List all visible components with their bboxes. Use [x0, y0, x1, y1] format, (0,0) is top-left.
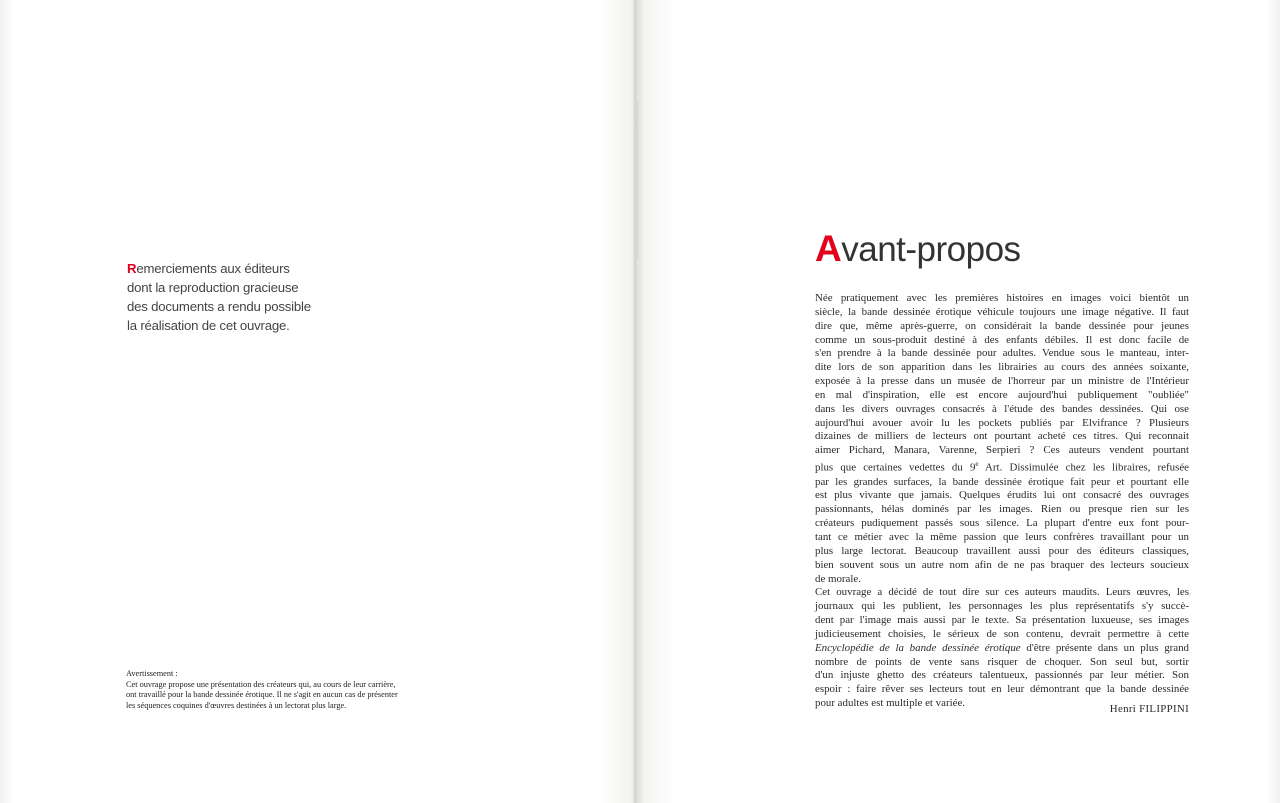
page-title — [815, 228, 1021, 270]
body-line: est plus vivante que jamais. Quelques érudits lui ont consacré des ouvrages — [815, 489, 1189, 502]
body-line: dite lors de son apparition dans les librairies au cours des années soixante, — [815, 361, 1189, 374]
acknowledgements — [127, 259, 427, 335]
body-line: d'un injuste ghetto des créateurs talentueux, passionnés par leur métier. Son — [815, 669, 1189, 682]
warning-heading: Avertissement : — [126, 669, 178, 678]
body-line: Cet ouvrage a décidé de tout dire sur ces auteurs maudits. Leurs œuvres, les — [815, 586, 1189, 599]
body-line: passionnants, hélas dominés par les images. Rien ou presque rien sur les — [815, 503, 1189, 516]
body-line: créateurs pudiquement passés sous silence. La plupart d'entre eux font pour- — [815, 517, 1189, 530]
body-line: pour adultes est multiple et variée. — [815, 697, 966, 710]
author-signature: Henri FILIPPINI — [1109, 703, 1189, 715]
body-line: dans les divers ouvrages consacrés à l'étude des bandes dessinées. Qui ose — [815, 402, 1189, 415]
body-line: tant ce métier avec la même passion que leurs confrères travaillant pour un — [815, 530, 1189, 543]
body-line: siècle, la bande dessinée érotique véhicule toujours une image négative. Il faut — [815, 305, 1189, 318]
foreword-body — [815, 292, 1189, 711]
body-line: plus large lectorat. Beaucoup travaillent aussi pour des éditeurs classiques, — [815, 544, 1189, 557]
body-line: dire que, même après-guerre, on considérait la bande dessinée pour jeunes — [815, 319, 1189, 332]
warning-line: ont travaillé pour la bande dessinée érotique. Il ne s'agit en aucun cas de présenter — [126, 690, 398, 700]
body-line: nombre de points de vente sans risquer de choquer. Son seul but, sortir — [815, 655, 1189, 668]
gutter-fold-line — [637, 100, 638, 260]
body-line: en mal d'inspiration, elle est encore aujourd'hui publiquement "oubliée" — [815, 388, 1189, 401]
body-line: Née pratiquement avec les premières histoires en images voici bientôt un — [815, 292, 1189, 304]
acknowledgements-initial: R — [127, 261, 137, 276]
body-line: journaux qui les publient, les personnages les plus représentatifs s'y succè- — [815, 600, 1189, 613]
body-line: Encyclopédie de la bande dessinée érotique d'être présente dans un plus grand — [815, 641, 1189, 654]
acknowledgements-line: des documents a rendu possible — [127, 299, 311, 314]
warning-line: Cet ouvrage propose une présentation des créateurs qui, au cours de leur carrière, — [126, 679, 396, 689]
book-title-italic: Encyclopédie de la bande dessinée érotique — [815, 641, 1021, 654]
body-line: plus que certaines vedettes du 9e Art. Dissimulée chez les libraires, refusée — [815, 460, 1189, 474]
body-line: espoir : faire rêver ses lecteurs tout en leur démontrant que la bande dessinée — [815, 683, 1189, 696]
title-rest: vant-propos — [841, 230, 1021, 269]
warning-notice — [126, 669, 456, 711]
acknowledgements-line: la réalisation de cet ouvrage. — [127, 318, 290, 333]
body-line: aujourd'hui avouer avoir lu les pockets publiés par Elvifrance ? Plusieurs — [815, 416, 1189, 429]
body-line: de morale. — [815, 572, 861, 585]
body-line: comme un sous-produit destiné à des enfants débiles. Il est donc facile de — [815, 333, 1189, 346]
acknowledgements-line: dont la reproduction gracieuse — [127, 280, 299, 295]
body-line: par les grandes surfaces, la bande dessinée érotique fait peur et pourtant elle — [815, 475, 1189, 488]
title-initial: A — [815, 228, 842, 269]
body-line: dizaines de milliers de lecteurs ont pourtant acheté ces titres. Qui reconnait — [815, 430, 1189, 443]
body-line: judicieusement choisies, le sérieux de son contenu, devrait permettre à cette — [815, 627, 1189, 640]
body-line: s'en prendre à la bande dessinée pour adultes. Vendue sous le manteau, inter- — [815, 347, 1189, 360]
body-line: aimer Pichard, Manara, Varenne, Serpieri ? Ces auteurs vendent pourtant — [815, 444, 1189, 457]
left-page — [0, 0, 636, 803]
body-line: exposée à la presse dans un musée de l'horreur par un ministre de l'Intérieur — [815, 375, 1189, 388]
acknowledgements-line: Remerciements aux éditeurs — [127, 261, 290, 276]
warning-line: les séquences coquines d'œuvres destinées à un lectorat plus large. — [126, 700, 347, 710]
body-line: bien souvent sous un autre nom afin de ne pas braquer des lecteurs soucieux — [815, 558, 1189, 571]
body-line: dent par l'image mais aussi par le texte. Sa présentation luxueuse, ses images — [815, 614, 1189, 627]
